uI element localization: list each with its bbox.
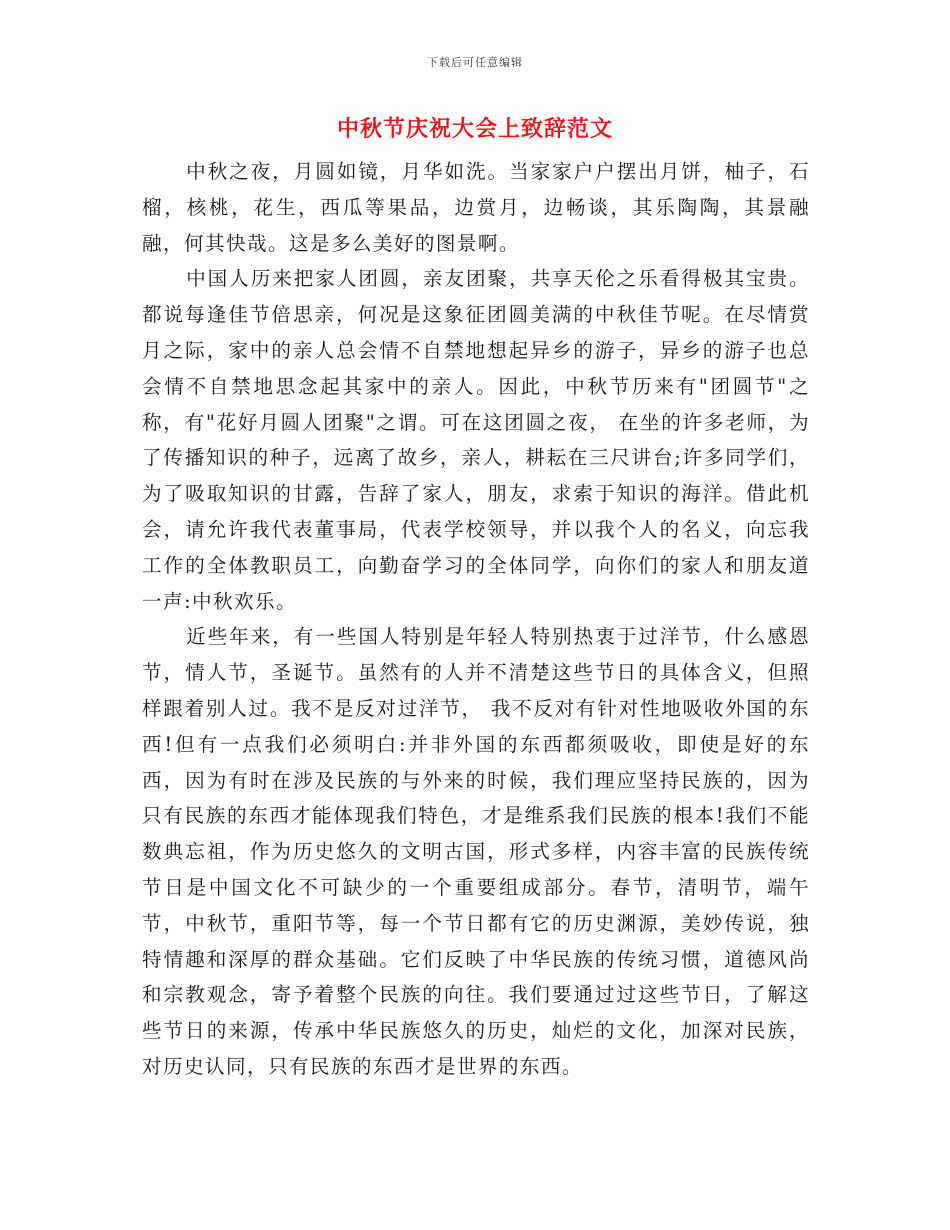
paragraph-3: 近些年来，有一些国人特别是年轻人特别热衷于过洋节，什么感恩节，情人节，圣诞节。虽然有的人并不清楚这些节日的具体含义，但照样跟着别人过。我不是反对过洋节， 我不反对有针对性地吸收外国的东西!但有一点我们必须明白:并非外国的东西都须吸收，即使是好的东西，因为有时在涉及民族的与外来的时候，我们理应坚持民族的，因为只有民族的东西才能体现我们特色，才是维系我们民族的根本!我们不能数典忘祖，作为历史悠久的文明古国，形式多样，内容丰富的民族传统节日是中国文化不可缺少的一个重要组成部分。春节，清明节，端午节，中秋节，重阳节等，每一个节日都有它的历史渊源，美妙传说，独特情趣和深厚的群众基础。它们反映了中华民族的传统习惯，道德风尚和宗教观念，寄予着整个民族的向往。我们要通过过这些节日，了解这些节日的来源，传承中华民族悠久的历史，灿烂的文化，加深对民族，对历史认同，只有民族的东西才是世界的东西。: [142, 625, 810, 1078]
paragraph-1: 中秋之夜，月圆如镜，月华如洗。当家家户户摆出月饼，柚子，石榴，核桃，花生，西瓜等果品，边赏月，边畅谈，其乐陶陶，其景融融，何其快哉。这是多么美好的图景啊。: [142, 160, 810, 255]
header-note: 下载后可任意编辑: [427, 56, 523, 69]
document-body: [142, 154, 810, 1085]
document-title: 中秋节庆祝大会上致辞范文: [336, 116, 613, 142]
paragraph-2: 中国人历来把家人团圆，亲友团聚，共享天伦之乐看得极其宝贵。都说每逢佳节倍思亲，何况是这象征团圆美满的中秋佳节呢。在尽情赏月之际，家中的亲人总会情不自禁地想起异乡的游子，异乡的游子也总会情不自禁地思念起其家中的亲人。因此，中秋节历来有"团圆节"之称，有"花好月圆人团聚"之谓。可在这团圆之夜， 在坐的许多老师，为了传播知识的种子，远离了故乡，亲人，耕耘在三尺讲台;许多同学们，为了吸取知识的甘露，告辞了家人，朋友，求索于知识的海洋。借此机会，请允许我代表董事局，代表学校领导，并以我个人的名义，向忘我工作的全体教职员工，向勤奋学习的全体同学，向你们的家人和朋友道一声:中秋欢乐。: [142, 267, 810, 613]
